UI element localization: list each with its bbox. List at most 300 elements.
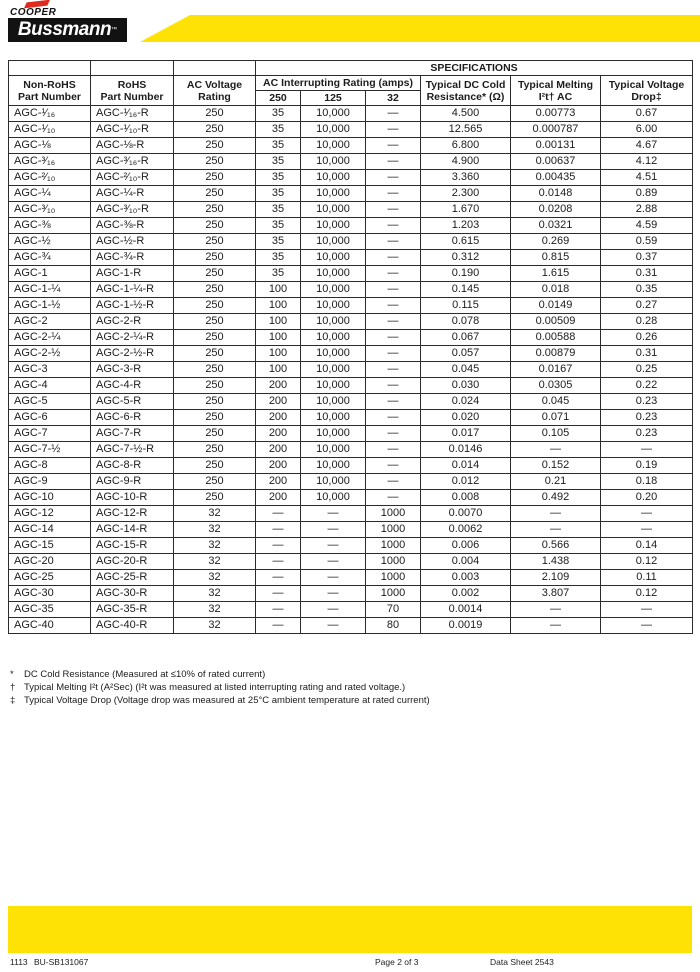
value-cell: 250 [174, 490, 256, 506]
footer-date-code: 1113 [10, 957, 28, 967]
value-cell: 250 [174, 234, 256, 250]
value-cell: 32 [174, 538, 256, 554]
rohs-part-cell: AGC-5-R [91, 394, 174, 410]
rohs-part-cell: AGC-¹⁄₁₆-R [91, 106, 174, 122]
value-cell: 0.0146 [421, 442, 511, 458]
value-cell: — [256, 506, 301, 522]
table-row [9, 362, 693, 378]
non-rohs-part-cell: AGC-1 [9, 266, 91, 282]
value-cell: 35 [256, 186, 301, 202]
rohs-part-cell: AGC-40-R [91, 618, 174, 634]
table-row [9, 426, 693, 442]
rohs-part-cell: AGC-²⁄₁₀-R [91, 170, 174, 186]
value-cell: 0.37 [601, 250, 693, 266]
rohs-part-cell: AGC-¹⁄₁₀-R [91, 122, 174, 138]
non-rohs-part-cell: AGC-4 [9, 378, 91, 394]
value-cell: — [256, 538, 301, 554]
value-cell: 10,000 [301, 426, 366, 442]
value-cell: 0.045 [511, 394, 601, 410]
col-header-line: Rating [198, 90, 231, 103]
value-cell: — [511, 602, 601, 618]
table-row [9, 586, 693, 602]
value-cell: 0.067 [421, 330, 511, 346]
value-cell: — [366, 330, 421, 346]
value-cell: 10,000 [301, 458, 366, 474]
value-cell: 250 [174, 314, 256, 330]
value-cell: 0.21 [511, 474, 601, 490]
value-cell: 0.67 [601, 106, 693, 122]
col-header-line: Typical DC Cold [425, 78, 506, 91]
value-cell: — [366, 298, 421, 314]
value-cell: 0.23 [601, 426, 693, 442]
value-cell: 10,000 [301, 490, 366, 506]
value-cell: — [366, 394, 421, 410]
value-cell: 0.008 [421, 490, 511, 506]
value-cell: 0.004 [421, 554, 511, 570]
value-cell: 0.0208 [511, 202, 601, 218]
value-cell: 0.31 [601, 346, 693, 362]
non-rohs-part-cell: AGC-10 [9, 490, 91, 506]
non-rohs-part-cell: AGC-1-¼ [9, 282, 91, 298]
value-cell: — [256, 554, 301, 570]
value-cell: 1.438 [511, 554, 601, 570]
col-header-line: RoHS [117, 78, 147, 91]
table-row [9, 122, 693, 138]
footnote-melting [10, 681, 670, 694]
value-cell: 32 [174, 602, 256, 618]
value-cell: 0.00637 [511, 154, 601, 170]
non-rohs-part-cell: AGC-7 [9, 426, 91, 442]
value-cell: 35 [256, 218, 301, 234]
rohs-part-cell: AGC-1-R [91, 266, 174, 282]
value-cell: 32 [174, 586, 256, 602]
value-cell: 0.00588 [511, 330, 601, 346]
col-header-ir-125: 125 [301, 91, 366, 106]
value-cell: — [256, 522, 301, 538]
rohs-part-cell: AGC-½-R [91, 234, 174, 250]
value-cell: 10,000 [301, 106, 366, 122]
table-row [9, 202, 693, 218]
value-cell: 35 [256, 202, 301, 218]
value-cell: — [366, 282, 421, 298]
value-cell: — [366, 490, 421, 506]
value-cell: 32 [174, 618, 256, 634]
value-cell: 250 [174, 346, 256, 362]
non-rohs-part-cell: AGC-¹⁄₁₀ [9, 122, 91, 138]
value-cell: 200 [256, 426, 301, 442]
table-row [9, 378, 693, 394]
value-cell: 10,000 [301, 378, 366, 394]
value-cell: 0.615 [421, 234, 511, 250]
value-cell: 0.030 [421, 378, 511, 394]
rohs-part-cell: AGC-14-R [91, 522, 174, 538]
value-cell: 250 [174, 170, 256, 186]
value-cell: 10,000 [301, 474, 366, 490]
rohs-part-cell: AGC-3-R [91, 362, 174, 378]
value-cell: 0.11 [601, 570, 693, 586]
table-row [9, 218, 693, 234]
value-cell: 250 [174, 282, 256, 298]
value-cell: — [366, 250, 421, 266]
value-cell: 0.26 [601, 330, 693, 346]
value-cell: 4.67 [601, 138, 693, 154]
rohs-part-cell: AGC-2-¼-R [91, 330, 174, 346]
rohs-part-cell: AGC-2-R [91, 314, 174, 330]
col-header-ir-32: 32 [366, 91, 421, 106]
value-cell: 10,000 [301, 282, 366, 298]
value-cell: 250 [174, 218, 256, 234]
value-cell: 0.115 [421, 298, 511, 314]
value-cell: — [301, 618, 366, 634]
footnote-text: Typical Melting I²t (A²Sec) (I²t was measured at listed interrupting rating and rated voltage.) [24, 682, 406, 693]
non-rohs-part-cell: AGC-½ [9, 234, 91, 250]
footnote-voltage-drop [10, 694, 670, 707]
non-rohs-part-cell: AGC-25 [9, 570, 91, 586]
value-cell: 0.0148 [511, 186, 601, 202]
value-cell: 100 [256, 282, 301, 298]
value-cell: — [366, 266, 421, 282]
value-cell: 250 [174, 186, 256, 202]
value-cell: 0.59 [601, 234, 693, 250]
value-cell: 0.145 [421, 282, 511, 298]
table-row [9, 250, 693, 266]
value-cell: 10,000 [301, 250, 366, 266]
value-cell: 1000 [366, 570, 421, 586]
value-cell: 0.0149 [511, 298, 601, 314]
value-cell: 250 [174, 106, 256, 122]
value-cell: 100 [256, 346, 301, 362]
header-spacer [91, 61, 174, 76]
value-cell: — [366, 442, 421, 458]
rohs-part-cell: AGC-7-½-R [91, 442, 174, 458]
value-cell: — [511, 618, 601, 634]
non-rohs-part-cell: AGC-5 [9, 394, 91, 410]
value-cell: — [366, 202, 421, 218]
non-rohs-part-cell: AGC-³⁄₁₆ [9, 154, 91, 170]
value-cell: 0.23 [601, 394, 693, 410]
rohs-part-cell: AGC-10-R [91, 490, 174, 506]
value-cell: — [256, 586, 301, 602]
value-cell: 0.0070 [421, 506, 511, 522]
value-cell: 0.0014 [421, 602, 511, 618]
value-cell: 10,000 [301, 442, 366, 458]
rohs-part-cell: AGC-15-R [91, 538, 174, 554]
value-cell: 0.00773 [511, 106, 601, 122]
table-row [9, 394, 693, 410]
rohs-part-cell: AGC-9-R [91, 474, 174, 490]
trademark-symbol: ™ [111, 27, 118, 33]
value-cell: 0.017 [421, 426, 511, 442]
value-cell: 6.800 [421, 138, 511, 154]
table-row [9, 170, 693, 186]
value-cell: 10,000 [301, 266, 366, 282]
value-cell: 1000 [366, 522, 421, 538]
value-cell: 0.00879 [511, 346, 601, 362]
value-cell: 32 [174, 506, 256, 522]
value-cell: 0.89 [601, 186, 693, 202]
value-cell: 1.670 [421, 202, 511, 218]
brand-header [0, 0, 700, 52]
rohs-part-cell: AGC-1-½-R [91, 298, 174, 314]
value-cell: — [301, 586, 366, 602]
yellow-band [127, 15, 700, 42]
specifications-table [8, 60, 693, 634]
value-cell: 10,000 [301, 218, 366, 234]
value-cell: 10,000 [301, 314, 366, 330]
cooper-wordmark: COOPER [10, 7, 57, 18]
value-cell: 0.00509 [511, 314, 601, 330]
value-cell: 1.203 [421, 218, 511, 234]
value-cell: 250 [174, 426, 256, 442]
col-header-line: Typical Voltage [608, 78, 685, 91]
value-cell: — [366, 234, 421, 250]
table-row [9, 266, 693, 282]
table-row [9, 282, 693, 298]
value-cell: 4.500 [421, 106, 511, 122]
value-cell: 0.20 [601, 490, 693, 506]
value-cell: 35 [256, 250, 301, 266]
value-cell: 35 [256, 266, 301, 282]
value-cell: 250 [174, 122, 256, 138]
col-header-line: AC Voltage [186, 78, 243, 91]
value-cell: — [301, 570, 366, 586]
bussmann-logo [8, 18, 127, 42]
value-cell: 1000 [366, 538, 421, 554]
header-spacer [174, 61, 256, 76]
value-cell: 0.020 [421, 410, 511, 426]
value-cell: 250 [174, 330, 256, 346]
value-cell: 35 [256, 170, 301, 186]
table-row [9, 298, 693, 314]
table-row [9, 138, 693, 154]
value-cell: — [366, 378, 421, 394]
rohs-part-cell: AGC-³⁄₁₀-R [91, 202, 174, 218]
value-cell: 10,000 [301, 202, 366, 218]
rohs-part-cell: AGC-⅛-R [91, 138, 174, 154]
value-cell: 0.018 [511, 282, 601, 298]
rohs-part-cell: AGC-35-R [91, 602, 174, 618]
value-cell: — [256, 602, 301, 618]
value-cell: 0.024 [421, 394, 511, 410]
col-header-non-rohs [9, 76, 91, 106]
value-cell: 0.566 [511, 538, 601, 554]
footer-doc-code: BU-SB131067 [34, 957, 89, 967]
value-cell: 0.190 [421, 266, 511, 282]
value-cell: 0.18 [601, 474, 693, 490]
non-rohs-part-cell: AGC-14 [9, 522, 91, 538]
value-cell: 10,000 [301, 330, 366, 346]
non-rohs-part-cell: AGC-40 [9, 618, 91, 634]
value-cell: — [366, 106, 421, 122]
value-cell: — [366, 314, 421, 330]
rohs-part-cell: AGC-7-R [91, 426, 174, 442]
value-cell: — [366, 410, 421, 426]
non-rohs-part-cell: AGC-6 [9, 410, 91, 426]
value-cell: — [366, 474, 421, 490]
value-cell: 0.071 [511, 410, 601, 426]
table-row [9, 506, 693, 522]
table-row [9, 522, 693, 538]
value-cell: — [366, 362, 421, 378]
value-cell: — [511, 442, 601, 458]
col-header-drop [601, 76, 693, 106]
value-cell: 0.14 [601, 538, 693, 554]
non-rohs-part-cell: AGC-¹⁄₁₆ [9, 106, 91, 122]
value-cell: 0.27 [601, 298, 693, 314]
value-cell: 10,000 [301, 138, 366, 154]
value-cell: — [366, 186, 421, 202]
value-cell: 0.815 [511, 250, 601, 266]
value-cell: — [511, 522, 601, 538]
table-row [9, 330, 693, 346]
table-row [9, 442, 693, 458]
value-cell: 35 [256, 122, 301, 138]
value-cell: 0.31 [601, 266, 693, 282]
footer-page-number: Page 2 of 3 [375, 957, 419, 967]
non-rohs-part-cell: AGC-⅜ [9, 218, 91, 234]
footnote-symbol: ‡ [10, 695, 16, 706]
value-cell: — [601, 522, 693, 538]
value-cell: 100 [256, 330, 301, 346]
table-row [9, 106, 693, 122]
value-cell: 250 [174, 394, 256, 410]
table-row [9, 570, 693, 586]
col-header-line: Non-RoHS [23, 78, 76, 91]
value-cell: 32 [174, 522, 256, 538]
non-rohs-part-cell: AGC-8 [9, 458, 91, 474]
value-cell: 1.615 [511, 266, 601, 282]
value-cell: 200 [256, 378, 301, 394]
value-cell: 0.19 [601, 458, 693, 474]
value-cell: 10,000 [301, 346, 366, 362]
value-cell: 0.00435 [511, 170, 601, 186]
rohs-part-cell: AGC-1-¼-R [91, 282, 174, 298]
value-cell: 0.269 [511, 234, 601, 250]
value-cell: 0.12 [601, 554, 693, 570]
rohs-part-cell: AGC-25-R [91, 570, 174, 586]
non-rohs-part-cell: AGC-2 [9, 314, 91, 330]
value-cell: 100 [256, 362, 301, 378]
rohs-part-cell: AGC-4-R [91, 378, 174, 394]
value-cell: 0.0167 [511, 362, 601, 378]
non-rohs-part-cell: AGC-20 [9, 554, 91, 570]
non-rohs-part-cell: AGC-3 [9, 362, 91, 378]
value-cell: 0.22 [601, 378, 693, 394]
value-cell: 200 [256, 490, 301, 506]
value-cell: 10,000 [301, 298, 366, 314]
value-cell: 250 [174, 442, 256, 458]
rohs-part-cell: AGC-12-R [91, 506, 174, 522]
value-cell: 250 [174, 154, 256, 170]
non-rohs-part-cell: AGC-¾ [9, 250, 91, 266]
value-cell: 0.105 [511, 426, 601, 442]
value-cell: 250 [174, 474, 256, 490]
value-cell: 2.300 [421, 186, 511, 202]
rohs-part-cell: AGC-2-½-R [91, 346, 174, 362]
value-cell: 35 [256, 106, 301, 122]
value-cell: 32 [174, 570, 256, 586]
table-row [9, 618, 693, 634]
value-cell: 0.012 [421, 474, 511, 490]
value-cell: 1000 [366, 586, 421, 602]
value-cell: — [601, 618, 693, 634]
footer-datasheet-number: Data Sheet 2543 [490, 957, 554, 967]
specifications-title: SPECIFICATIONS [256, 61, 693, 76]
value-cell: 0.0062 [421, 522, 511, 538]
col-header-voltage [174, 76, 256, 106]
table-row [9, 410, 693, 426]
table-row [9, 474, 693, 490]
value-cell: 250 [174, 298, 256, 314]
value-cell: 250 [174, 410, 256, 426]
value-cell: — [366, 426, 421, 442]
value-cell: 0.312 [421, 250, 511, 266]
value-cell: 4.12 [601, 154, 693, 170]
col-header-rohs [91, 76, 174, 106]
bussmann-wordmark: Bussmann [17, 19, 112, 40]
table-row [9, 458, 693, 474]
value-cell: 10,000 [301, 362, 366, 378]
rohs-part-cell: AGC-6-R [91, 410, 174, 426]
footnote-symbol: * [10, 669, 14, 680]
table-row [9, 346, 693, 362]
value-cell: — [256, 570, 301, 586]
col-header-interrupting: AC Interrupting Rating (amps) [256, 76, 421, 91]
value-cell: 0.23 [601, 410, 693, 426]
value-cell: — [301, 602, 366, 618]
rohs-part-cell: AGC-³⁄₁₆-R [91, 154, 174, 170]
value-cell: 0.25 [601, 362, 693, 378]
footnote-text: DC Cold Resistance (Measured at ≤10% of rated current) [24, 669, 266, 680]
value-cell: 200 [256, 458, 301, 474]
value-cell: 10,000 [301, 154, 366, 170]
value-cell: 6.00 [601, 122, 693, 138]
value-cell: 0.057 [421, 346, 511, 362]
value-cell: 0.28 [601, 314, 693, 330]
value-cell: 100 [256, 314, 301, 330]
rohs-part-cell: AGC-⅜-R [91, 218, 174, 234]
rohs-part-cell: AGC-20-R [91, 554, 174, 570]
value-cell: — [366, 170, 421, 186]
value-cell: 1000 [366, 506, 421, 522]
value-cell: 10,000 [301, 394, 366, 410]
table-row [9, 154, 693, 170]
value-cell: — [301, 538, 366, 554]
value-cell: 4.51 [601, 170, 693, 186]
value-cell: 0.045 [421, 362, 511, 378]
value-cell: 10,000 [301, 170, 366, 186]
value-cell: 0.002 [421, 586, 511, 602]
col-header-ir-250: 250 [256, 91, 301, 106]
value-cell: 0.078 [421, 314, 511, 330]
value-cell: 250 [174, 138, 256, 154]
value-cell: 4.900 [421, 154, 511, 170]
col-header-line: Drop‡ [631, 90, 662, 103]
non-rohs-part-cell: AGC-35 [9, 602, 91, 618]
col-header-line: Resistance* (Ω) [426, 90, 505, 103]
value-cell: 2.109 [511, 570, 601, 586]
value-cell: 3.807 [511, 586, 601, 602]
col-header-line: I²t† AC [538, 90, 573, 103]
non-rohs-part-cell: AGC-1-½ [9, 298, 91, 314]
value-cell: — [366, 218, 421, 234]
non-rohs-part-cell: AGC-7-½ [9, 442, 91, 458]
value-cell: 0.000787 [511, 122, 601, 138]
value-cell: 200 [256, 474, 301, 490]
value-cell: 0.0019 [421, 618, 511, 634]
value-cell: 250 [174, 202, 256, 218]
value-cell: 10,000 [301, 234, 366, 250]
